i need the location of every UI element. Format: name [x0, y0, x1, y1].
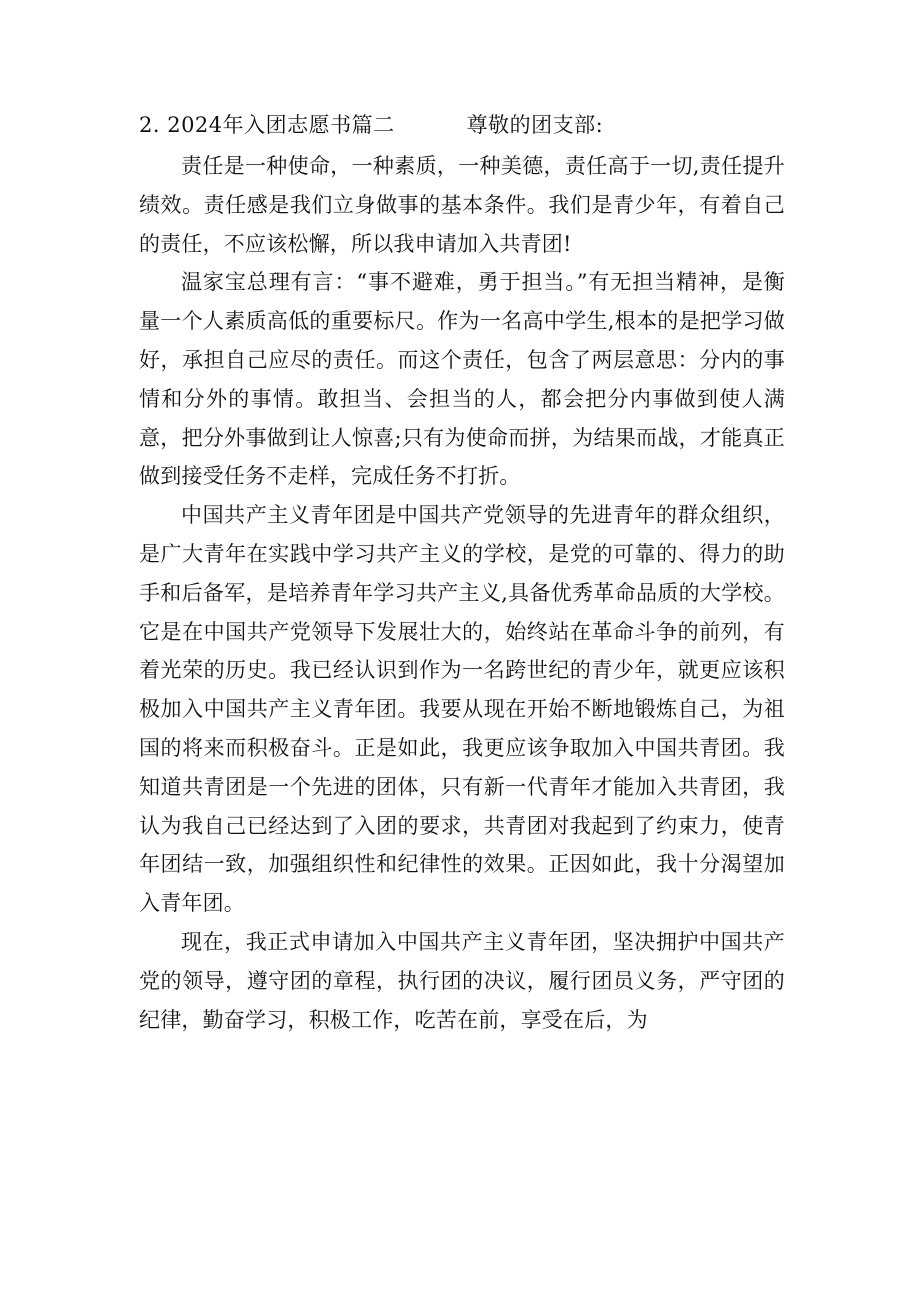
paragraph-league-description: 中国共产主义青年团是中国共产党领导的先进青年的群众组织，是广大青年在实践中学习共产主义的学校，是党的可靠的、得力的助手和后备军，是培养青年学习共产主义,具备优秀革命品质的大学校。它是在中国共产党领导下发展壮大的，始终站在革命斗争的前列，有着光荣的历史。我已经认识到作为一名跨世纪的青少年，就更应该积极加入中国共产主义青年团。我要从现在开始不断地锻炼自己，为祖国的将来而积极奋斗。正是如此，我更应该争取加入中国共青团。我知道共青团是一个先进的团体，只有新一代青年才能加入共青团，我认为我自己已经达到了入团的要求，共青团对我起到了约束力，使青年团结一致，加强组织性和纪律性的效果。正因如此，我十分渴望加入青年团。: [139, 503, 785, 916]
document-body: [139, 147, 785, 1039]
paragraph-responsibility: 责任是一种使命，一种素质，一种美德，责任高于一切,责任提升绩效。责任感是我们立身做事的基本条件。我们是青少年，有着自己的责任，不应该松懈，所以我申请加入共青团!: [139, 154, 785, 256]
document-title: 2. 2024年入团志愿书篇二: [139, 113, 395, 137]
paragraph-quote: 温家宝总理有言：“事不避难，勇于担当。”有无担当精神，是衡量一个人素质高低的重要标尺。作为一名高中学生,根本的是把学习做好，承担自己应尽的责任。而这个责任，包含了两层意思：分内的事情和分外的事情。敢担当、会担当的人，都会把分内事做到使人满意，把分外事做到让人惊喜;只有为使命而拼，为结果而战，才能真正做到接受任务不走样，完成任务不打折。: [139, 270, 785, 489]
document-heading: [139, 110, 603, 140]
paragraph-application: 现在，我正式申请加入中国共产主义青年团，坚决拥护中国共产党的领导，遵守团的章程，执行团的决议，履行团员义务，严守团的纪律，勤奋学习，积极工作，吃苦在前，享受在后，为: [139, 929, 785, 1032]
salutation: 尊敬的团支部:: [466, 113, 604, 137]
